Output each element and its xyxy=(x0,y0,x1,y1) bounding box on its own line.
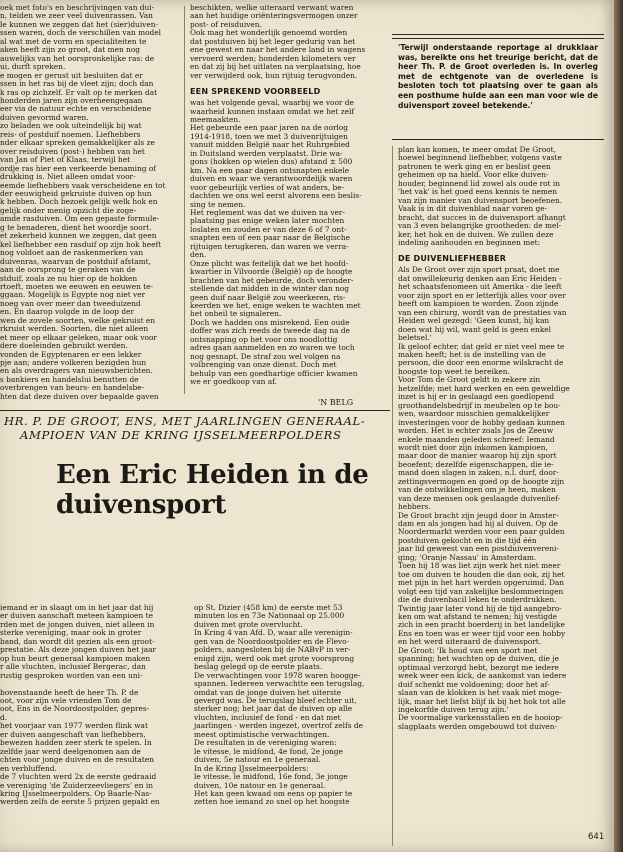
text-line: keerden we het, enige weken te wachten met xyxy=(190,300,361,310)
text-line: band, dan wordt dit gezien als een groot- xyxy=(0,636,155,646)
text-line: duiven gevormd waren. xyxy=(0,112,89,122)
text-line: le vitesse, le midfond, 4e fond, 2e jonge xyxy=(194,746,344,756)
text-line: brachten van het gebeurde, doch veronder- xyxy=(190,275,354,285)
text-line: enigd zijn, werd ook met grote voorsprong xyxy=(194,653,355,663)
text-line: honderden jaren zijn overheengegaan xyxy=(0,95,143,105)
text-line: persoon, die door een enorme wilskracht de xyxy=(398,358,564,368)
section-heading-sprekend-voorbeeld: EEN SPREKEND VOORBEELD xyxy=(190,87,321,97)
text-line: Het reglement was dat we duiven na ver- xyxy=(190,207,345,217)
text-line: het onheil te signaleren. xyxy=(190,309,282,319)
text-line: ker, het hok en de duiven. We zullen deze xyxy=(398,229,554,239)
text-line: Het kan geen kwaad om eens op papier te xyxy=(194,788,353,798)
text-line: e vereniging 'de Zuiderzeevliegers' en in xyxy=(0,780,153,790)
text-line: over reisduiven (post-) hebben van het xyxy=(0,146,145,156)
text-line: dat postduiven bij het leger gedurig van het xyxy=(190,36,356,46)
text-line: et meer op elkaar geleken, maar ook voor xyxy=(0,332,157,342)
text-line: dere doeleinden gebruikt werden. xyxy=(0,341,128,351)
text-line: postduiven gekocht en in die tijd één xyxy=(398,535,537,545)
text-line: ingekorfde duiven terug zijn.' xyxy=(398,705,509,714)
text-line: en. En daarop volgde in de loop der xyxy=(0,307,135,317)
text-line: was het volgende geval, waarbij we voor de xyxy=(190,98,354,108)
text-line: vonden de Egyptenaren er een lekker xyxy=(0,349,142,359)
headline-line-2: duivensport xyxy=(56,490,227,520)
text-line: en verbluffend. xyxy=(0,763,57,773)
text-line: overbrengen van beurs- en handelsbe- xyxy=(0,383,145,393)
section-heading-duivenliefhebber: DE DUIVENLIEFHEBBER xyxy=(398,254,507,264)
quote-box-top-rule xyxy=(392,34,604,35)
text-line: er duiven aanschaft meteen kampioen te xyxy=(0,611,153,621)
text-line: oek met foto's en beschrijvingen van dui- xyxy=(0,3,155,12)
kicker-line-1: HR. P. DE GROOT, ENS, MET JAARLINGEN GENERAAL- xyxy=(4,414,366,428)
text-line: zo beladen we ook uiteindelijk bij wat xyxy=(0,121,142,131)
text-line: Vaak is in dit duivenblad naar voren ge- xyxy=(398,204,548,214)
text-line: Als De Groot over zijn sport praat, doet me xyxy=(398,265,560,275)
text-line: wordt niet door zijn inkomen kampioen, xyxy=(398,442,548,452)
text-line: le kunnen we zeggen dat het (sier)duiven- xyxy=(0,19,158,29)
text-line: inzet is hij er in geslaagd een goedlopend xyxy=(398,392,555,402)
text-line: in Duitsland werden verplaatst. Drie wa- xyxy=(190,148,343,158)
text-line: rijtuigen terugkeren, dan waren we verra- xyxy=(190,241,349,251)
column-2-body xyxy=(190,99,376,386)
text-line: volgt een tijd van zakelijke beslommeringen xyxy=(398,586,564,596)
text-line: hten dat deze duiven over bepaalde gaven xyxy=(0,391,159,401)
text-line: zelfde jaar werd deelgenomen aan de xyxy=(0,746,141,756)
main-article-column-2 xyxy=(194,604,388,850)
text-line: met pijn in het hart werden opgeruimd. Dan xyxy=(398,578,565,588)
text-line: zich in een pracht boerderij in het landelijke xyxy=(398,620,565,630)
text-line: het voorjaar van 1977 werden flink wat xyxy=(0,721,148,731)
text-line: we er goedkoop van af. xyxy=(190,377,277,387)
text-line: rkruist werden. Soorten, die niet alleen xyxy=(0,324,149,334)
text-line: plan kan komen, te meer omdat De Groot, xyxy=(398,145,556,154)
article-headline xyxy=(56,460,376,520)
text-line: meemaakten. xyxy=(190,114,241,124)
text-line: meest optimistische verwachtingen. xyxy=(194,729,330,739)
text-line: zetten hoe iemand zo snel op het hoogste xyxy=(194,797,350,807)
text-line: ssen waren, doch de verschillen van model xyxy=(0,28,162,38)
text-line: k ras op zichzelf. Er valt op te merken dat xyxy=(0,87,158,97)
text-line: sterke vereniging, maar ook in groter xyxy=(0,628,142,638)
text-line: vluchten, inclusief de fond - en dat met xyxy=(194,712,341,722)
text-line: In Kring 4 van Afd. D, waar alle verenigin- xyxy=(194,628,353,638)
text-line: rtoeft, moeten we eeuwen en eeuwen te- xyxy=(0,281,154,291)
text-line: De Groot bracht zijn jeugd door in Amster- xyxy=(398,510,559,520)
text-line: maken heeft; het is de instelling van de xyxy=(398,349,546,359)
obituary-notice-box: 'Terwijl onderstaande reportage al drukklaar was, bereikte ons het treurige bericht, dat de heer Th. P. de Groot overleden is. In overleg met de echtgenote van de overledene is besloten toch tot plaatsing over te gaan als een posthume hulde aan een man voor wie de duivensport zoveel betekende.' xyxy=(392,38,604,140)
page-binding-edge xyxy=(614,0,623,852)
text-line: Het gebeurde een paar jaren na de oorlog xyxy=(190,123,349,133)
text-line: s bankiers en handelslui benutten de xyxy=(0,374,139,384)
kicker-line-2: AMPIOEN VAN DE KRING IJSSELMEERPOLDERS xyxy=(20,428,342,442)
text-line: sing te nemen. xyxy=(190,199,246,209)
text-line: aan het huidige oriënteringsvermogen onzer xyxy=(190,11,358,21)
text-line: ontsnapping op het voor ons noodlottig xyxy=(190,334,338,344)
text-line: voor gebeurlijk verlies of wat anders, be- xyxy=(190,182,345,192)
text-line: duiven, 5e natour en 1e generaal. xyxy=(194,755,321,765)
text-line: duiven en waar we verantwoordelijk waren xyxy=(190,174,353,184)
text-line: adres gaan aanmelden en zo waren we toch xyxy=(190,343,355,353)
text-line: jaar lid geweest van een postduivenvereni- xyxy=(398,544,559,554)
text-line: enkele maanden geleden schreef: Iemand xyxy=(398,434,555,444)
text-line: van de ontwikkelingen om je heen, maken xyxy=(398,485,556,495)
text-line: kring IJsselmeerpolders. Op Baarle-Nas- xyxy=(0,788,152,798)
text-line: hetzelfde; met hard werken en een geweldige xyxy=(398,383,570,393)
intro-article-column-2 xyxy=(190,4,376,396)
main-article-column-3 xyxy=(398,145,602,731)
main-article-column-1 xyxy=(0,604,186,850)
text-line: volbrenging van onze dienst. Doch met xyxy=(190,360,337,370)
text-line: stellende dat midden in de winter dan nog xyxy=(190,284,350,294)
text-line: prestatie. Als deze jongen duiven het jaar xyxy=(0,645,157,655)
text-line: g te benaderen, dient het woordje soort. xyxy=(0,222,152,232)
text-line: De Groot: 'Ik houd van een sport met xyxy=(398,645,538,655)
text-line: ggaan. Mogelijk is Egypte nog niet ver xyxy=(0,290,146,300)
text-line: den. xyxy=(190,250,207,260)
text-line: plaatsing pas enige weken later mochten xyxy=(190,216,345,226)
text-line: en dat zij bij het uitlaten na verplaatsing, hoe xyxy=(190,62,361,72)
text-line: drukking is. Niet alleen omdat voor- xyxy=(0,172,136,182)
text-line: beletsel.' xyxy=(398,333,432,343)
text-line: hebbers. xyxy=(398,502,431,512)
text-line: nog voldoet aan de raskenmerken van xyxy=(0,248,144,258)
text-line: slaan van de klokken is het vaak niet moge- xyxy=(398,688,562,698)
text-line: gons (hokken op wielen dus) afstand ± 500 xyxy=(190,157,353,167)
text-line: en het werd uiteraard de duivensport. xyxy=(398,637,542,647)
text-line: post- of reisduiven. xyxy=(190,19,262,29)
text-line: hoewel beginnend liefhebber, volgens vaste xyxy=(398,153,562,163)
text-line: ken om wat afstand te nemen; hij vestigde xyxy=(398,612,558,622)
text-line: slagplaats werden omgebouwd tot duiven- xyxy=(398,721,558,731)
text-line: chten voor jonge duiven en de resultaten xyxy=(0,755,155,765)
text-line: dachten we ons wel eerst alvorens een beslis- xyxy=(190,191,362,201)
text-line: sterker nog; het jaar dat de duiven op alle xyxy=(194,704,353,714)
text-line: km. Na een paar dagen ontsnapten enkele xyxy=(190,165,350,175)
text-line: investeringen voor de hobby gedaan kunnen xyxy=(398,417,565,427)
text-line: geheimen op na hield. Voor elke duiven- xyxy=(398,170,549,180)
text-line: lijk, maar het liefst blijf ik bij het hok tot alle xyxy=(398,696,566,706)
text-line: rden met de jongen duiven, niet alleen in xyxy=(0,619,155,629)
text-line: die de duivenbacil leken te onderdrukken. xyxy=(398,595,557,605)
text-line: De voormalige varkensstallen en de hooiop- xyxy=(398,713,563,723)
text-line: Toen hij 18 was liet zijn werk het niet meer xyxy=(398,561,561,571)
text-line: beoefent; dezelfde eigenschappen, die ie- xyxy=(398,459,554,469)
text-line: wen de zovele soorten, welke gekruist en xyxy=(0,315,156,325)
text-line: en als overdragers van nieuwsberichten. xyxy=(0,366,153,376)
text-line: houder, beginnend lid zowel als oude rot in xyxy=(398,178,560,188)
text-line: aken heeft zijn zo groot, dat men nog xyxy=(0,45,140,55)
text-line: Onze plicht was feitelijk dat we het hoofd- xyxy=(190,258,349,268)
text-line: k hebben. Doch bezoek gelijk welk hok en xyxy=(0,197,158,207)
text-line: oot, voor zijn vele vrienden Tom de xyxy=(0,695,132,705)
text-line: optimaal verzorgd hebt, bezorgt me iedere xyxy=(398,662,559,672)
text-line: ui, durft spreken. xyxy=(0,62,66,72)
text-line: der eeuwigheid gekruiste duiven op hun xyxy=(0,188,152,198)
text-line: al wat met de vorm en specialiteiten te xyxy=(0,36,147,46)
text-line: Noordermarkt werden voor een paar gulden xyxy=(398,527,565,537)
text-line: auwelijks van het oorspronkelijke ras: de xyxy=(0,53,155,63)
text-line: gevergd was. De terugslag bleef echter uit, xyxy=(194,695,357,705)
text-line: d. xyxy=(0,712,8,722)
column-divider xyxy=(392,146,393,846)
text-line: van zijn manier van duivensport beoefenen. xyxy=(398,195,563,205)
intro-article-column-1 xyxy=(0,3,178,401)
text-line: ordje ras hier een verkeerde benaming of xyxy=(0,163,157,173)
author-signature: 'N BELG xyxy=(318,398,354,407)
column-3-intro xyxy=(398,146,602,247)
text-line: aan de oorsprong te geraken van de xyxy=(0,265,136,275)
text-line: bewezen hadden zeer sterk te spelen. In xyxy=(0,738,152,748)
text-line: gelijk onder menig opzicht die zoge- xyxy=(0,205,137,215)
text-line: eer via de natuur echte en verscheidene xyxy=(0,104,152,114)
text-line: ver verwijderd ook, hun rijtuig terugvonden. xyxy=(190,70,358,80)
text-line: In de Kring IJsselmeerpolders: xyxy=(194,763,309,773)
text-line: waarheid kunnen instaan omdat we het zelf xyxy=(190,106,355,116)
text-line: geen duif naar België zou weerkeren, ris- xyxy=(190,292,346,302)
article-separator-rule xyxy=(0,410,390,411)
text-line: de 7 vluchten werd 2x de eerste gedraaid xyxy=(0,772,157,782)
text-line: patronen te werk ging en er beslist geen xyxy=(398,161,551,171)
text-line: ssen in het ras bij de vleet zijn; doch dan xyxy=(0,79,154,89)
text-line: spannen. Iedereen verwachtte een terugslag, xyxy=(194,679,365,689)
text-line: Ik geloof echter, dat geld er niet veel mee te xyxy=(398,341,565,351)
text-line: toe om duiven te houden die dan ook, zij het xyxy=(398,569,565,579)
text-line: van deze mensen ook geslaagde duivenlief- xyxy=(398,493,561,503)
text-line: duiven met grote overvlucht. xyxy=(194,619,303,629)
text-line: voor zijn sport en er letterlijk alles voor over xyxy=(398,290,566,300)
text-line: et zekerheid kunnen we zeggen, dat geen xyxy=(0,231,157,241)
text-line: doffer was zich reeds de tweede dag na de xyxy=(190,326,351,336)
text-line: nog gesnapt. De straf zou wel volgen na xyxy=(190,351,341,361)
column-divider xyxy=(184,6,185,394)
text-line: eemde liefhebbers vaak verscheidene en tot xyxy=(0,180,166,190)
text-line: polders, aangesloten bij de NABvP in ver- xyxy=(194,645,351,655)
text-line: mand doen slagen in zaken, n.l. durf, door- xyxy=(398,468,559,478)
text-line: heeft om kampioen te worden. Zoon zijnde xyxy=(398,299,559,309)
page-number: 641 xyxy=(588,832,605,842)
text-line: omdat van de jonge duiven het uiterste xyxy=(194,687,342,697)
text-line: n, telden we zeer veel duivenrassen. Van xyxy=(0,11,153,21)
article-kicker xyxy=(4,414,396,442)
text-line: vervoerd werden; honderden kilometers ver xyxy=(190,53,356,63)
text-line: jaarlingen - werden ingezet, overtrof zelfs de xyxy=(194,721,363,731)
text-line: dam en als jongen had hij al duiven. Op de xyxy=(398,519,558,529)
text-line: werden zelfs de eerste 5 prijzen gepakt en xyxy=(0,797,160,807)
text-line: indeling aanhouden en beginnen met: xyxy=(398,237,541,247)
text-line: e mogen er gerust uit besluiten dat er xyxy=(0,70,143,80)
text-line: wen, waardoor misschien gemakkelijker xyxy=(398,409,550,419)
text-line: beslag gelegd op de eerste plaats. xyxy=(194,662,323,672)
text-line: van 3 even belangrijke grootheden: de mel- xyxy=(398,221,562,231)
text-line: noeg van over meer dan tweeduizend xyxy=(0,298,141,308)
text-line: stduif, zoals ze nu hier op de hokken xyxy=(0,273,138,283)
headline-line-1: Een Eric Heiden in de xyxy=(56,460,369,490)
text-line: nder elkaar spreken gemakkelijker als ze xyxy=(0,138,155,148)
text-line: pje aan; andere volkeren bezigden hun xyxy=(0,358,147,368)
text-line: ging; 'Oranje Nassau' in Amsterdam. xyxy=(398,552,537,562)
text-line: rustig gesproken worden van een uni- xyxy=(0,670,143,680)
column-3-body xyxy=(398,266,602,731)
text-line: De verwachtingen voor 1978 waren hoogge- xyxy=(194,670,361,680)
text-line: spanning; het wachten op de duiven, die je xyxy=(398,654,560,664)
text-line: minuten los en 73e Nationaal op 25.000 xyxy=(194,611,345,621)
text-line: Voor Tom de Groot geldt in zekere zin xyxy=(398,375,541,385)
text-line: Heiden wel gezegd: 'Geen kunst, hij kan xyxy=(398,316,550,326)
text-line: Ens en toen was er weer tijd voor een hobby xyxy=(398,628,566,638)
text-line: van Jan of Piet of Klaas, terwijl het xyxy=(0,155,131,165)
text-line: De resultaten in de vereniging waren: xyxy=(194,738,337,748)
text-line: kwartier in Vilvoorde (België) op de hoogte xyxy=(190,267,353,277)
text-line: r alle vluchten, inclusief Bergerac, dan xyxy=(0,662,146,672)
text-line: op St. Dizier (458 km) de eerste met 53 xyxy=(194,603,343,612)
column-2-intro xyxy=(190,4,376,80)
text-line: groothandelsbedrijf in meubelen op te bou- xyxy=(398,400,561,410)
text-line: zettingsvermogen en goed op de hoogte zijn xyxy=(398,476,565,486)
text-line: Twintig jaar later vond hij de tijd aangebro- xyxy=(398,603,562,613)
text-line: reis- of postduif noemen. Liefhebbers xyxy=(0,129,141,139)
text-line: doen wat hij wil, want geld is geen enkel xyxy=(398,324,552,334)
text-line: dat onwillekeurig denken aan Eric Heiden - xyxy=(398,273,562,283)
text-line: snapten een of een paar naar de Belgische xyxy=(190,233,351,243)
text-line: loslaten en zouden er van deze 6 of 7 ont- xyxy=(190,224,347,234)
text-line: het schaatsfenomeen uit Amerika - die leeft xyxy=(398,282,562,292)
text-line: beschikten, welke uiteraard verwant waren xyxy=(190,3,354,12)
text-line: vanuit midden België naar het Ruhrgebied xyxy=(190,140,350,150)
text-line: van een chirurg, wordt van de prestaties van xyxy=(398,307,567,317)
text-line: oot, Ens in de Noordoostpolder, gepres- xyxy=(0,704,150,714)
text-line: worden. Het is echter zoals Jos de Zeeuw xyxy=(398,426,554,436)
text-line: gen van de Noordoostpolder en de Flevo- xyxy=(194,636,350,646)
text-line: maar door de manier waarop hij zijn sport xyxy=(398,451,557,461)
text-line: duiven, 10e natour en 1e generaal. xyxy=(194,780,326,790)
text-line: duivenras, waarvan de postduif afstamt, xyxy=(0,256,151,266)
text-line: behulp van een goedhartige officier kwamen xyxy=(190,368,358,378)
text-line: hoogste top weet te bereiken. xyxy=(398,366,510,376)
text-line: 1914-1918, toen we met 3 duivenrijtuigen xyxy=(190,131,348,141)
text-line: kel liefhebber een rasduif op zijn hok heeft xyxy=(0,239,162,249)
text-line: iemand er in slaagt om in het jaar dat hij xyxy=(0,603,154,612)
text-line: Doch we hadden ons misrekend. Een oude xyxy=(190,317,350,327)
text-line: le vitesse, le midfond, 16e fond, 3e jonge xyxy=(194,772,348,782)
text-line: 'het vak' is het goed eens kennis te nemen xyxy=(398,187,558,197)
text-line: bovenstaande heeft de heer Th. P. de xyxy=(0,687,139,697)
text-line: Ook mag het wonderlijk genoemd worden xyxy=(190,28,348,38)
text-line: bracht, dat succes in de duivensport afhangt xyxy=(398,212,566,222)
text-line: duif schenkt me voldoening; door het af- xyxy=(398,679,550,689)
text-line: op hun beurt generaal kampioen maken xyxy=(0,653,151,663)
text-line: amde rasduiven. Om een gepaste formule- xyxy=(0,214,160,224)
text-line: er duiven aangeschaft van liefhebbers, xyxy=(0,729,146,739)
text-line: week weer een kick, de aankomst van iedere xyxy=(398,671,567,681)
text-line: ene gewest en naar het andere land in wagens xyxy=(190,45,366,55)
